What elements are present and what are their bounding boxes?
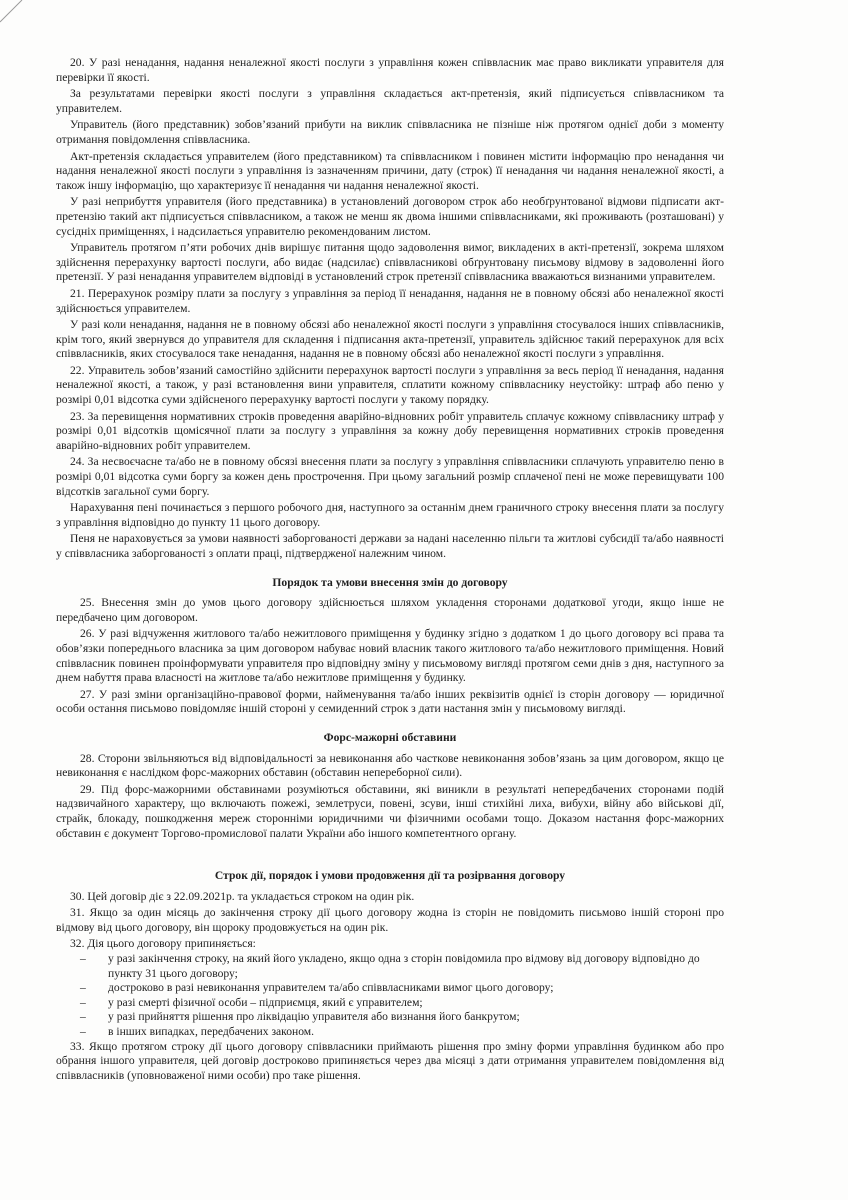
paragraph-25: 25. Внесення змін до умов цього договору здійснюється шляхом укладення сторонами додаткової угоди, якщо інше не передбачено цим договором. [56,596,724,624]
paragraph-33: 33. Якщо протягом строку дії цього договору співвласники приймають рішення про зміну форми управління будинком або про обрання іншого управителя, цей договір достроково припиняється через два місяці з дати отримання управителем повідомлення від співвласників (уповноваженої ними особи) про таке рішення. [56,1039,724,1082]
paragraph-21: 21. Перерахунок розміру плати за послугу з управління за період її ненадання, надання не в повному обсязі або неналежної якості здійснюється управителем. [56,286,724,315]
list-item-text: у разі смерті фізичної особи – підприємця, який є управителем; [108,995,423,1009]
list-item [80,1025,724,1040]
paragraph-30: 30. Цей договір діє з 22.09.2021р. та укладається строком на один рік. [70,889,415,903]
paragraph-24: 24. За несвоєчасне та/або не в повному обсязі внесення плати за послугу з управління співвласники сплачують управителю пеню в розмірі 0,01 відсотка суми боргу за кожен день прострочення. При цьому загальний розмір сплаченої пені не може перевищувати 100 відсотків загальної суми боргу. [56,455,724,498]
dash-marker: – [80,995,86,1009]
paragraph-24-exemption: Пеня не нараховується за умови наявності заборгованості держави за надані населенню пільги та житлові субсидії та/або наявності у співвласника заборгованості з оплати праці, підтвердженої належним чином. [56,532,724,560]
list-item-text: у разі прийняття рішення про ліквідацію управителя або визнання його банкрутом; [108,1010,520,1024]
dash-marker: – [80,1010,86,1024]
section-heading-term: Строк дії, порядок і умови продовження дії та розірвання договору [214,869,566,883]
document-body [56,56,724,1083]
list-item [80,952,724,981]
paragraph-20-content: Акт-претензія складається управителем (його представником) та співвласником і повинен містити інформацію про ненадання чи надання неналежної якості послуги з управління із зазначенням причини, дату (строк) її ненадання чи надання неналежної якості, а також іншу інформацію, що характеризує її ненадання чи надання неналежної якості. [56,149,724,192]
paragraph-20-act: За результатами перевірки якості послуги з управління складається акт-претензія, який підписується співвласником та управителем. [56,87,724,115]
dash-marker: – [80,981,86,995]
list-item-text: в інших випадках, передбачених законом. [108,1025,315,1039]
termination-list [80,952,724,1040]
paragraph-22: 22. Управитель зобов’язаний самостійно здійснити перерахунок вартості послуги з управління за весь період її ненадання, надання неналежної якості, а також, у разі встановлення вини управителя, сплатити кожному співвласнику неустойку: штраф або пеню у розмірі 0,01 відсотка суми здійсненого перерахунку вартості послуги у такому порядку. [56,363,724,407]
paragraph-20-arrival: Управитель (його представник) зобов’язаний прибути на виклик співвласника не пізніше ніж протягом однієї доби з моменту отримання повідомлення співвласника. [56,118,724,146]
list-item [80,981,724,996]
paragraph-31: 31. Якщо за один місяць до закінчення строку дії цього договору жодна із сторін не повідомить письмово іншій стороні про відмову від цього договору, він щороку продовжується на один рік. [56,906,724,934]
paragraph-27: 27. У разі зміни організаційно-правової форми, найменування та/або інших реквізитів однієї із сторін договору — юридичної особи остання письмово повідомляє іншій стороні у семиденний строк з дати настання змін у письмовому вигляді. [56,687,724,716]
scan-corner-line [0,0,60,60]
dash-marker: – [80,1025,86,1039]
paragraph-28: 28. Сторони звільняються від відповідальності за невиконання або часткове невиконання зобов’язань за цим договором, якщо це невиконання є наслідком форс-мажорних обставин (обставин непереборної сили). [56,751,724,780]
paragraph-26: 26. У разі відчуження житлового та/або нежитлового приміщення у будинку згідно з додатком 1 до цього договору всі права та обов’язки попереднього власника за цим договором набуває новий власник такого житлового та/або нежитлового приміщення. Новий співвласник повинен проінформувати управителя про відповідну зміну у письмовому вигляді протягом семи днів з дня, наступного за днем набуття права власності на житлове та/або нежитлове приміщення у будинку. [56,627,724,685]
list-item [80,996,724,1011]
section-heading-changes: Порядок та умови внесення змін до договору [272,575,508,589]
list-item-text: у разі закінчення строку, на який його укладено, якщо одна з сторін повідомила про відмову від договору відповідно до пункту 31 цього договору; [108,952,700,980]
section-heading-force-majeure: Форс-мажорні обставини [323,730,457,744]
paragraph-20-no-arrival: У разі неприбуття управителя (його представника) в установлений договором строк або необґрунтованої відмови підписати акт-претензію такий акт підписується співвласником, а також не менш як двома іншими співвласниками, які проживають (розташовані) у сусідніх приміщеннях, і надсилається управителю рекомендованим листом. [56,195,724,238]
list-item [80,1010,724,1025]
paragraph-20-decision: Управитель протягом п’яти робочих днів вирішує питання щодо задоволення вимог, викладених в акті-претензії, зокрема шляхом здійснення перерахунку вартості послуги, або видає (надсилає) співвласникові обґрунтовану письмову відмову в задоволенні його претензії. У разі ненадання управителем відповіді в установлений строк претензії співвласника вважаються визнаними управителем. [56,241,724,284]
paragraph-20: 20. У разі ненадання, надання неналежної якості послуги з управління кожен співвласник має право викликати управителя для перевірки її якості. [56,56,724,84]
paragraph-24-accrual: Нарахування пені починається з першого робочого дня, наступного за останнім днем граничного строку внесення плати за послугу з управління відповідно до пункту 11 цього договору. [56,501,724,529]
list-item-text: достроково в разі невиконання управителем та/або співвласниками вимог цього договору; [108,981,554,995]
paragraph-32: 32. Дія цього договору припиняється: [70,937,256,951]
dash-marker: – [80,952,86,966]
paragraph-29: 29. Під форс-мажорними обставинами розуміються обставини, які виникли в результаті непередбачених сторонами подій надзвичайного характеру, що включають пожежі, землетруси, повені, зсуви, інші стихійні лиха, вибухи, війну або військові дії, страйк, блокаду, пошкодження мереж сторонніми юридичними чи фізичними особами тощо. Доказом настання форс-мажорних обставин є документ Торгово-промислової палати України або іншого компетентного органу. [56,782,724,840]
paragraph-23: 23. За перевищення нормативних строків проведення аварійно-відновних робіт управитель сплачує кожному співвласнику штраф у розмірі 0,01 відсотків щомісячної плати за послугу з управління за кожну добу перевищення нормативних строків проведення аварійно-відновних робіт управителем. [56,409,724,452]
paragraph-21-others: У разі коли ненадання, надання не в повному обсязі або неналежної якості послуги з управління стосувалося інших співвласників, крім того, який звернувся до управителя для складення і підписання акта-претензії, управитель здійснює такий перерахунок для всіх співвласників, яких стосувалося таке ненадання, надання не в повному обсязі або неналежної якості послуги з управління. [56,318,724,361]
